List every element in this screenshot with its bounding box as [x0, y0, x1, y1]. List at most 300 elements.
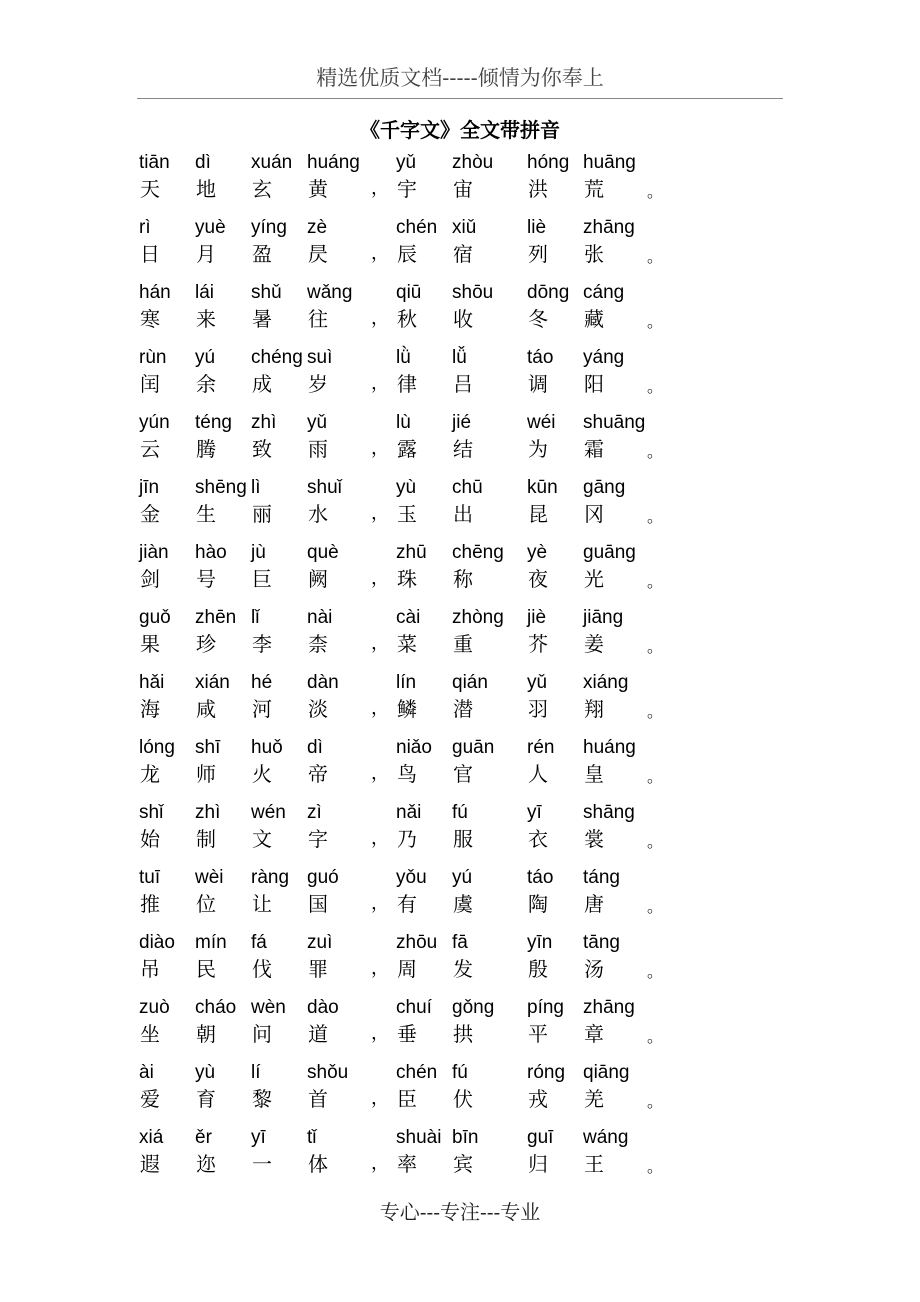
- character-cell: [583, 412, 646, 472]
- character-cell: [527, 672, 587, 732]
- pinyin: qiāng: [583, 1062, 630, 1083]
- hanzi: 宙: [453, 177, 473, 201]
- hanzi: 月: [196, 242, 216, 266]
- pinyin: jiè: [527, 607, 547, 628]
- character-cell: [139, 477, 199, 537]
- character-cell: [139, 217, 199, 277]
- pinyin: cài: [396, 607, 421, 628]
- hanzi: 皇: [584, 762, 604, 786]
- verse-line: [0, 607, 920, 667]
- pinyin: zhì: [251, 412, 277, 433]
- pinyin: wáng: [583, 1127, 629, 1148]
- character-cell: [251, 217, 311, 277]
- hanzi: 帝: [308, 762, 328, 786]
- character-cell: [251, 282, 311, 342]
- pinyin: lì: [251, 477, 261, 498]
- pinyin: kūn: [527, 477, 558, 498]
- pinyin: dào: [307, 997, 339, 1018]
- pinyin: yīn: [527, 932, 553, 953]
- period: 。: [647, 572, 664, 591]
- hanzi: 首: [308, 1087, 328, 1111]
- verse-line: [0, 477, 920, 537]
- hanzi: 伐: [252, 957, 272, 981]
- comma: ，: [371, 243, 389, 264]
- character-cell: [251, 932, 311, 992]
- character-cell: [452, 737, 512, 797]
- pinyin: dàn: [307, 672, 339, 693]
- period: 。: [647, 507, 664, 526]
- character-cell: [452, 997, 512, 1057]
- pinyin: zè: [307, 217, 328, 238]
- hanzi: 坐: [140, 1022, 160, 1046]
- hanzi: 生: [196, 502, 216, 526]
- pinyin: hào: [195, 542, 227, 563]
- pinyin: shuài: [396, 1127, 442, 1148]
- character-cell: [583, 932, 643, 992]
- character-cell: [251, 672, 311, 732]
- character-cell: [452, 217, 512, 277]
- pinyin: chēng: [452, 542, 504, 563]
- hanzi: 金: [140, 502, 160, 526]
- pinyin: yù: [396, 477, 417, 498]
- hanzi: 腾: [196, 437, 216, 461]
- hanzi: 夜: [528, 567, 548, 591]
- period: 。: [647, 962, 664, 981]
- character-cell: [583, 542, 643, 602]
- character-cell: [251, 477, 311, 537]
- character-cell: [251, 412, 311, 472]
- hanzi: 章: [584, 1022, 604, 1046]
- pinyin: ràng: [251, 867, 290, 888]
- character-cell: [583, 217, 643, 277]
- character-cell: [251, 1127, 311, 1187]
- hanzi: 裳: [584, 827, 604, 851]
- character-cell: [452, 672, 512, 732]
- pinyin: què: [307, 542, 339, 563]
- pinyin: yún: [139, 412, 170, 433]
- verse-line: [0, 217, 920, 277]
- hanzi: 致: [252, 437, 272, 461]
- pinyin: niǎo: [396, 737, 432, 758]
- character-cell: [527, 1127, 587, 1187]
- character-cell: [139, 152, 199, 212]
- pinyin: jié: [452, 412, 472, 433]
- character-cell: [527, 282, 587, 342]
- pinyin: zhū: [396, 542, 427, 563]
- pinyin: zuì: [307, 932, 333, 953]
- character-cell: [195, 347, 255, 407]
- hanzi: 国: [308, 892, 328, 916]
- character-cell: [251, 997, 311, 1057]
- pinyin: jiàn: [139, 542, 169, 563]
- period: 。: [647, 377, 664, 396]
- hanzi: 服: [453, 827, 473, 851]
- pinyin: gāng: [583, 477, 626, 498]
- pinyin: xiǔ: [452, 217, 477, 238]
- character-cell: [396, 282, 456, 342]
- character-cell: [396, 542, 456, 602]
- character-cell: [139, 1062, 199, 1122]
- pinyin: yuè: [195, 217, 226, 238]
- hanzi: 戎: [528, 1087, 548, 1111]
- character-cell: [583, 282, 643, 342]
- hanzi: 宿: [453, 242, 473, 266]
- character-cell: [139, 997, 199, 1057]
- pinyin: fá: [251, 932, 267, 953]
- character-cell: [527, 477, 587, 537]
- hanzi: 位: [196, 892, 216, 916]
- pinyin: jīn: [139, 477, 160, 498]
- hanzi: 宇: [397, 177, 417, 201]
- pinyin: zhì: [195, 802, 221, 823]
- character-cell: [527, 412, 587, 472]
- hanzi: 陶: [528, 892, 548, 916]
- character-cell: [583, 1062, 643, 1122]
- character-cell: [583, 347, 643, 407]
- period: 。: [647, 897, 664, 916]
- pinyin: lǐ: [251, 607, 260, 628]
- character-cell: [396, 672, 456, 732]
- pinyin: wèn: [251, 997, 286, 1018]
- pinyin: cháo: [195, 997, 237, 1018]
- character-cell: [452, 607, 512, 667]
- period: 。: [647, 312, 664, 331]
- pinyin: ài: [139, 1062, 154, 1083]
- character-cell: [452, 347, 512, 407]
- pinyin: yíng: [251, 217, 287, 238]
- pinyin: lái: [195, 282, 215, 303]
- character-cell: [251, 867, 311, 927]
- hanzi: 藏: [584, 307, 604, 331]
- pinyin: shāng: [583, 802, 635, 823]
- character-cell: [195, 1062, 255, 1122]
- character-cell: [251, 542, 311, 602]
- period: 。: [647, 702, 664, 721]
- verse-line: [0, 997, 920, 1057]
- character-cell: [251, 1062, 311, 1122]
- comma: ，: [371, 1023, 389, 1044]
- pinyin: rì: [139, 217, 151, 238]
- pinyin: yù: [195, 1062, 216, 1083]
- hanzi: 云: [140, 437, 160, 461]
- pinyin: shǒu: [307, 1062, 349, 1083]
- hanzi: 号: [196, 567, 216, 591]
- hanzi: 文: [252, 827, 272, 851]
- verse-line: [0, 737, 920, 797]
- hanzi: 盈: [252, 242, 272, 266]
- character-cell: [195, 152, 255, 212]
- hanzi: 有: [397, 892, 417, 916]
- character-cell: [195, 477, 255, 537]
- pinyin: yè: [527, 542, 548, 563]
- hanzi: 宾: [453, 1152, 473, 1176]
- character-cell: [527, 737, 587, 797]
- hanzi: 人: [528, 762, 548, 786]
- hanzi: 光: [584, 567, 604, 591]
- hanzi: 周: [397, 957, 417, 981]
- hanzi: 吊: [140, 957, 160, 981]
- pinyin: zhòu: [452, 152, 494, 173]
- hanzi: 虞: [453, 892, 473, 916]
- hanzi: 列: [528, 242, 548, 266]
- character-cell: [583, 802, 643, 862]
- pinyin: huáng: [307, 152, 360, 173]
- character-cell: [195, 932, 255, 992]
- pinyin: jù: [251, 542, 266, 563]
- pinyin: liè: [527, 217, 547, 238]
- character-cell: [307, 152, 367, 212]
- pinyin: róng: [527, 1062, 566, 1083]
- page-footer: 专心---专注---专业: [379, 1200, 541, 1224]
- pinyin: wén: [251, 802, 286, 823]
- character-cell: [195, 412, 255, 472]
- character-cell: [307, 1127, 367, 1187]
- pinyin: jiāng: [583, 607, 624, 628]
- hanzi: 一: [252, 1152, 272, 1176]
- hanzi: 调: [528, 372, 548, 396]
- pinyin: shī: [195, 737, 221, 758]
- hanzi: 归: [528, 1152, 548, 1176]
- hanzi: 育: [196, 1087, 216, 1111]
- pinyin: guān: [452, 737, 495, 758]
- pinyin: mín: [195, 932, 227, 953]
- character-cell: [452, 1127, 512, 1187]
- hanzi: 巨: [252, 567, 272, 591]
- character-cell: [139, 867, 199, 927]
- pinyin: chuí: [396, 997, 432, 1018]
- hanzi: 臣: [397, 1087, 417, 1111]
- pinyin: chéng: [251, 347, 303, 368]
- hanzi: 官: [453, 762, 473, 786]
- hanzi: 冬: [528, 307, 548, 331]
- character-cell: [251, 802, 311, 862]
- hanzi: 黄: [308, 177, 328, 201]
- hanzi: 辰: [397, 242, 417, 266]
- character-cell: [307, 217, 367, 277]
- pinyin: shōu: [452, 282, 494, 303]
- pinyin: fú: [452, 1062, 468, 1083]
- character-cell: [452, 477, 512, 537]
- hanzi: 道: [308, 1022, 328, 1046]
- hanzi: 李: [252, 632, 272, 656]
- hanzi: 为: [528, 437, 548, 461]
- character-cell: [396, 737, 456, 797]
- hanzi: 称: [453, 567, 473, 591]
- hanzi: 淡: [308, 697, 328, 721]
- character-cell: [307, 672, 367, 732]
- hanzi: 黎: [252, 1087, 272, 1111]
- pinyin: zhāng: [583, 217, 635, 238]
- character-cell: [307, 737, 367, 797]
- hanzi: 姜: [584, 632, 604, 656]
- hanzi: 爱: [140, 1087, 160, 1111]
- pinyin: shǐ: [139, 802, 164, 823]
- hanzi: 闰: [140, 372, 160, 396]
- hanzi: 王: [584, 1152, 604, 1176]
- pinyin: qián: [452, 672, 488, 693]
- verse-line: [0, 672, 920, 732]
- character-cell: [195, 1127, 255, 1187]
- comma: ，: [371, 503, 389, 524]
- pinyin: shuǐ: [307, 477, 342, 498]
- pinyin: guī: [527, 1127, 554, 1148]
- pinyin: téng: [195, 412, 232, 433]
- pinyin: táng: [583, 867, 620, 888]
- character-cell: [583, 672, 643, 732]
- comma: ，: [371, 633, 389, 654]
- hanzi: 昃: [308, 242, 328, 266]
- pinyin: fú: [452, 802, 468, 823]
- pinyin: rén: [527, 737, 555, 758]
- pinyin: táo: [527, 867, 554, 888]
- character-cell: [307, 997, 367, 1057]
- character-cell: [139, 672, 199, 732]
- pinyin: lù: [396, 412, 411, 433]
- hanzi: 露: [397, 437, 417, 461]
- character-cell: [251, 152, 311, 212]
- hanzi: 律: [397, 372, 417, 396]
- hanzi: 殷: [528, 957, 548, 981]
- character-cell: [396, 1127, 456, 1187]
- hanzi: 民: [196, 957, 216, 981]
- pinyin: chén: [396, 1062, 438, 1083]
- hanzi: 余: [196, 372, 216, 396]
- pinyin: shuāng: [583, 412, 646, 433]
- pinyin: qiū: [396, 282, 422, 303]
- pinyin: suì: [307, 347, 333, 368]
- hanzi: 吕: [453, 372, 473, 396]
- hanzi: 衣: [528, 827, 548, 851]
- comma: ，: [371, 1153, 389, 1174]
- character-cell: [307, 542, 367, 602]
- pinyin: lí: [251, 1062, 261, 1083]
- verse-line: [0, 1062, 920, 1122]
- hanzi: 洪: [528, 177, 548, 201]
- pinyin: yī: [527, 802, 542, 823]
- hanzi: 翔: [584, 697, 604, 721]
- hanzi: 暑: [252, 307, 272, 331]
- character-cell: [251, 347, 311, 407]
- hanzi: 天: [140, 177, 160, 201]
- period: 。: [647, 637, 664, 656]
- character-cell: [452, 152, 512, 212]
- verse-line: [0, 412, 920, 472]
- character-cell: [396, 802, 456, 862]
- character-cell: [527, 1062, 587, 1122]
- pinyin: zì: [307, 802, 322, 823]
- character-cell: [396, 607, 456, 667]
- hanzi: 阙: [308, 567, 328, 591]
- comma: ，: [371, 438, 389, 459]
- character-cell: [527, 217, 587, 277]
- pinyin: yī: [251, 1127, 266, 1148]
- pinyin: bīn: [452, 1127, 479, 1148]
- comma: ，: [371, 308, 389, 329]
- pinyin: hé: [251, 672, 273, 693]
- character-cell: [396, 217, 456, 277]
- pinyin: yǔ: [396, 152, 417, 173]
- pinyin: zhòng: [452, 607, 504, 628]
- pinyin: xián: [195, 672, 230, 693]
- hanzi: 伏: [453, 1087, 473, 1111]
- pinyin: guāng: [583, 542, 636, 563]
- page-header: 精选优质文档-----倾情为你奉上: [137, 62, 783, 99]
- hanzi: 潜: [453, 697, 473, 721]
- character-cell: [452, 282, 512, 342]
- hanzi: 制: [196, 827, 216, 851]
- pinyin: tǐ: [307, 1127, 317, 1148]
- hanzi: 霜: [584, 437, 604, 461]
- hanzi: 迩: [196, 1152, 216, 1176]
- pinyin: lín: [396, 672, 417, 693]
- pinyin: wéi: [527, 412, 556, 433]
- pinyin: zhōu: [396, 932, 438, 953]
- hanzi: 火: [252, 762, 272, 786]
- hanzi: 往: [308, 307, 328, 331]
- pinyin: lóng: [139, 737, 175, 758]
- comma: ，: [371, 893, 389, 914]
- hanzi: 遐: [140, 1152, 160, 1176]
- character-cell: [195, 802, 255, 862]
- character-cell: [195, 997, 255, 1057]
- pinyin: zhēn: [195, 607, 237, 628]
- pinyin: píng: [527, 997, 564, 1018]
- character-cell: [307, 932, 367, 992]
- hanzi: 柰: [308, 632, 328, 656]
- character-cell: [307, 867, 367, 927]
- pinyin: táo: [527, 347, 554, 368]
- pinyin: shēng: [195, 477, 247, 498]
- pinyin: guó: [307, 867, 339, 888]
- hanzi: 朝: [196, 1022, 216, 1046]
- character-cell: [527, 802, 587, 862]
- character-cell: [452, 867, 512, 927]
- hanzi: 珍: [196, 632, 216, 656]
- pinyin: dì: [307, 737, 323, 758]
- hanzi: 问: [252, 1022, 272, 1046]
- hanzi: 来: [196, 307, 216, 331]
- character-cell: [195, 867, 255, 927]
- character-cell: [396, 867, 456, 927]
- hanzi: 师: [196, 762, 216, 786]
- character-cell: [583, 152, 643, 212]
- verse-line: [0, 282, 920, 342]
- character-cell: [139, 1127, 199, 1187]
- character-cell: [307, 412, 367, 472]
- character-cell: [307, 282, 367, 342]
- character-cell: [139, 802, 199, 862]
- character-cell: [527, 607, 587, 667]
- character-cell: [396, 932, 456, 992]
- pinyin: tiān: [139, 152, 170, 173]
- character-cell: [139, 282, 199, 342]
- pinyin: yǒu: [396, 867, 427, 888]
- character-cell: [527, 347, 587, 407]
- verse-line: [0, 542, 920, 602]
- hanzi: 鸟: [397, 762, 417, 786]
- pinyin: dì: [195, 152, 211, 173]
- character-cell: [307, 1062, 367, 1122]
- hanzi: 果: [140, 632, 160, 656]
- pinyin: yǔ: [307, 412, 328, 433]
- character-cell: [195, 282, 255, 342]
- character-cell: [527, 152, 587, 212]
- pinyin: yǔ: [527, 672, 548, 693]
- character-cell: [195, 607, 255, 667]
- character-cell: [527, 997, 587, 1057]
- pinyin: nài: [307, 607, 333, 628]
- character-cell: [583, 1127, 643, 1187]
